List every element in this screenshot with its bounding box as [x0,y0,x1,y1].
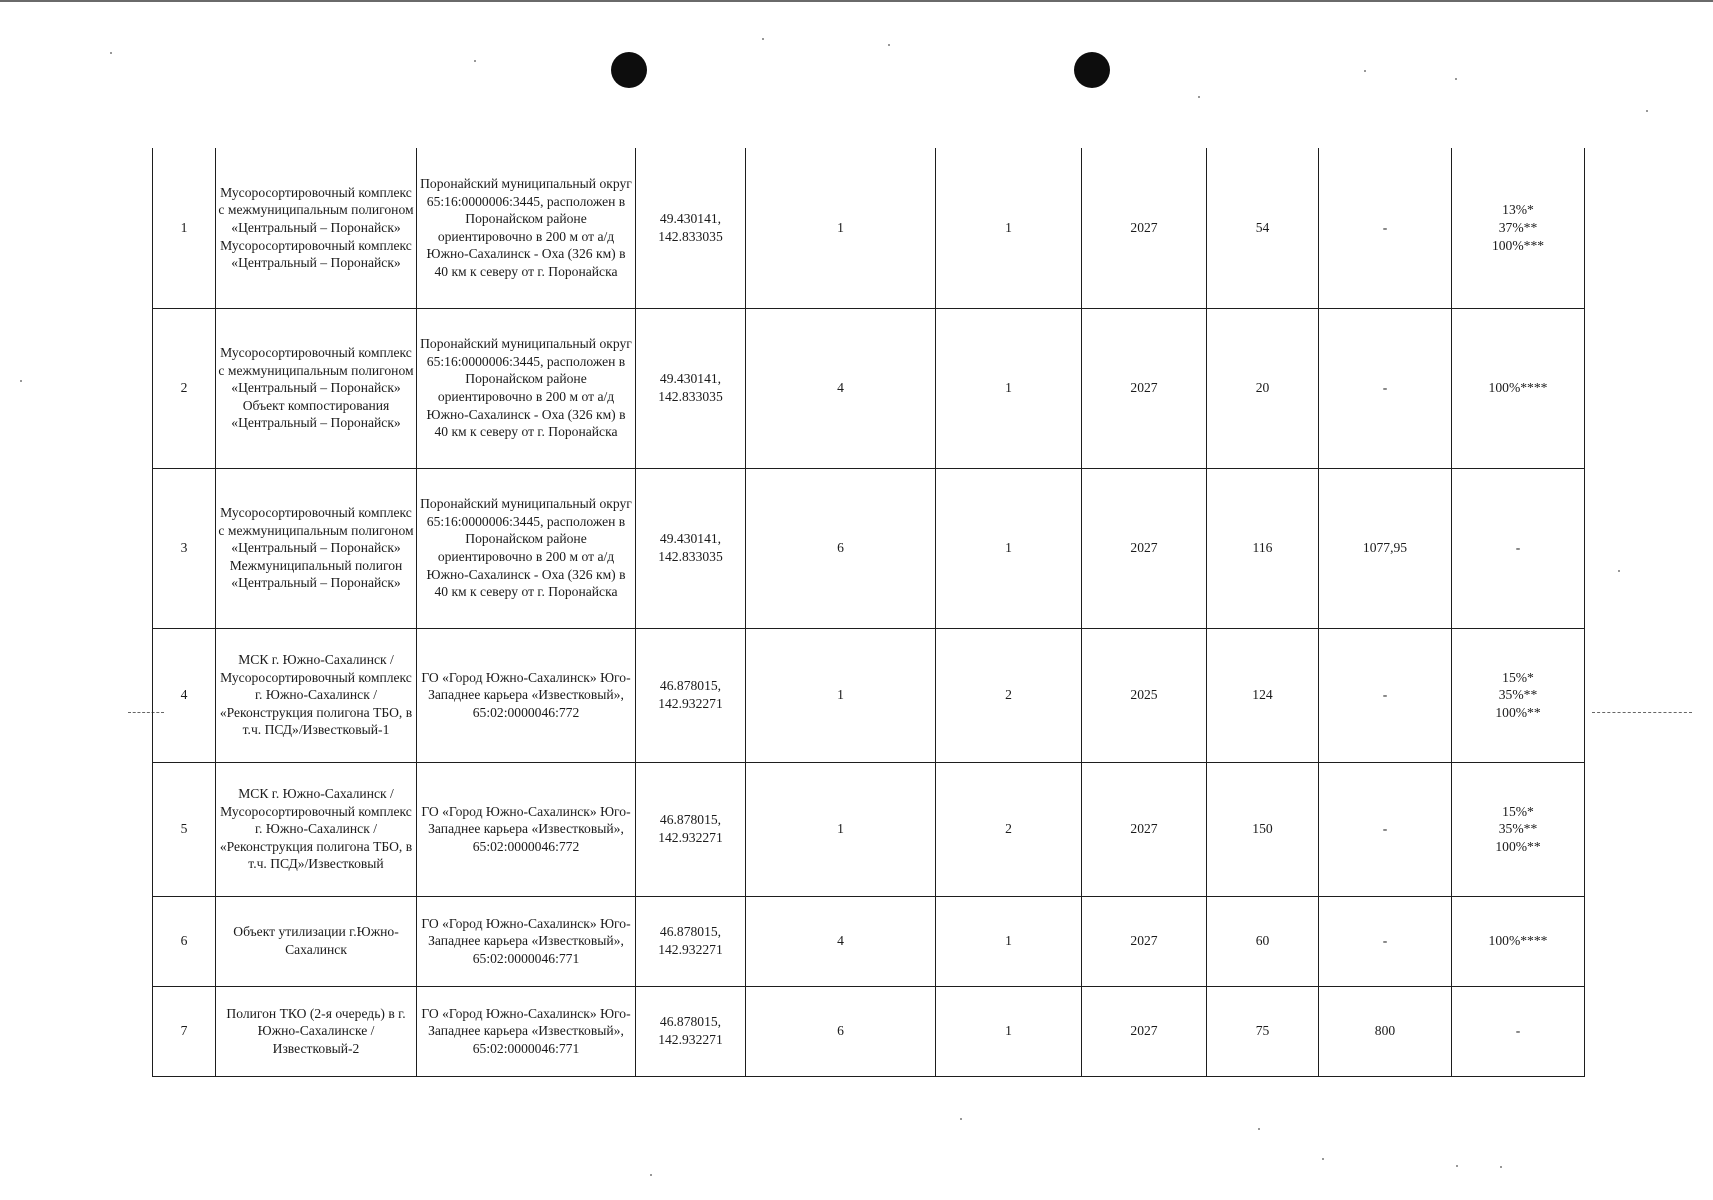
punch-hole-right [1074,52,1110,88]
percent-value: 15%* 35%** 100%** [1452,762,1585,896]
column-7-value: 60 [1207,896,1319,986]
column-7-value: 124 [1207,628,1319,762]
object-location: ГО «Город Южно-Сахалинск» Юго-Западнее карьера «Известковый», 65:02:0000046:772 [417,628,636,762]
column-4-value: 1 [746,148,936,308]
year-value: 2027 [1082,308,1207,468]
year-value: 2025 [1082,628,1207,762]
scan-speck [1646,110,1648,112]
column-8-value: - [1319,896,1452,986]
scan-speck [1364,70,1366,72]
column-5-value: 1 [936,308,1082,468]
scan-speck [1258,1128,1260,1130]
object-name: МСК г. Южно-Сахалинск / Мусоросортировочный комплекс г. Южно-Сахалинск / «Реконструкция полигона ТБО, в т.ч. ПСД»/Известковый-1 [216,628,417,762]
scan-top-rule [0,0,1713,2]
row-number: 6 [153,896,216,986]
object-coordinates: 46.878015, 142.932271 [636,986,746,1076]
column-5-value: 1 [936,986,1082,1076]
scan-speck [762,38,764,40]
column-7-value: 20 [1207,308,1319,468]
column-8-value: - [1319,308,1452,468]
column-8-value: - [1319,628,1452,762]
column-5-value: 1 [936,148,1082,308]
percent-value: 13%* 37%** 100%*** [1452,148,1585,308]
scan-speck [1198,96,1200,98]
table-row [153,762,1585,896]
object-coordinates: 49.430141, 142.833035 [636,468,746,628]
scan-speck [474,60,476,62]
year-value: 2027 [1082,896,1207,986]
column-5-value: 2 [936,628,1082,762]
object-name: Мусоросортировочный комплекс с межмуниципальным полигоном «Центральный – Поронайск» Объект компостирования «Центральный – Поронайск» [216,308,417,468]
scan-speck [1322,1158,1324,1160]
column-7-value: 54 [1207,148,1319,308]
percent-value: 15%* 35%** 100%** [1452,628,1585,762]
percent-value: - [1452,468,1585,628]
column-5-value: 1 [936,468,1082,628]
column-7-value: 150 [1207,762,1319,896]
row-number: 2 [153,308,216,468]
row-number: 1 [153,148,216,308]
column-7-value: 116 [1207,468,1319,628]
table-row [153,628,1585,762]
percent-value: - [1452,986,1585,1076]
row-number: 5 [153,762,216,896]
scan-speck [1455,78,1457,80]
object-location: ГО «Город Южно-Сахалинск» Юго-Западнее карьера «Известковый», 65:02:0000046:771 [417,986,636,1076]
object-name: Объект утилизации г.Южно-Сахалинск [216,896,417,986]
year-value: 2027 [1082,148,1207,308]
object-name: МСК г. Южно-Сахалинск / Мусоросортировочный комплекс г. Южно-Сахалинск / «Реконструкция полигона ТБО, в т.ч. ПСД»/Известковый [216,762,417,896]
punch-hole-left [611,52,647,88]
column-5-value: 2 [936,762,1082,896]
column-5-value: 1 [936,896,1082,986]
column-8-value: 1077,95 [1319,468,1452,628]
scan-speck [888,44,890,46]
scan-speck [960,1118,962,1120]
column-4-value: 6 [746,986,936,1076]
table-row [153,148,1585,308]
scan-speck [1618,570,1620,572]
column-8-value: - [1319,762,1452,896]
object-location: Поронайский муниципальный округ 65:16:0000006:3445, расположен в Поронайском районе ориентировочно в 200 м от а/д Южно-Сахалинск - Оха (326 км) в 40 км к северу от г. Поронайска [417,148,636,308]
percent-value: 100%**** [1452,308,1585,468]
scan-speck [1500,1166,1502,1168]
scan-speck [650,1174,652,1176]
object-coordinates: 49.430141, 142.833035 [636,308,746,468]
column-7-value: 75 [1207,986,1319,1076]
object-location: Поронайский муниципальный округ 65:16:0000006:3445, расположен в Поронайском районе ориентировочно в 200 м от а/д Южно-Сахалинск - Оха (326 км) в 40 км к северу от г. Поронайска [417,308,636,468]
scan-speck [110,52,112,54]
column-4-value: 4 [746,308,936,468]
scan-speck [20,380,22,382]
table-row [153,308,1585,468]
table-row [153,986,1585,1076]
object-name: Мусоросортировочный комплекс с межмуниципальным полигоном «Центральный – Поронайск» Межмуниципальный полигон «Центральный – Поронайск» [216,468,417,628]
object-coordinates: 46.878015, 142.932271 [636,628,746,762]
object-coordinates: 49.430141, 142.833035 [636,148,746,308]
facilities-table [152,148,1585,1077]
object-name: Полигон ТКО (2-я очередь) в г. Южно-Сахалинске / Известковый-2 [216,986,417,1076]
row-number: 4 [153,628,216,762]
table-row [153,468,1585,628]
object-location: Поронайский муниципальный округ 65:16:0000006:3445, расположен в Поронайском районе ориентировочно в 200 м от а/д Южно-Сахалинск - Оха (326 км) в 40 км к северу от г. Поронайска [417,468,636,628]
column-4-value: 1 [746,762,936,896]
year-value: 2027 [1082,986,1207,1076]
object-location: ГО «Город Южно-Сахалинск» Юго-Западнее карьера «Известковый», 65:02:0000046:772 [417,762,636,896]
column-4-value: 4 [746,896,936,986]
column-8-value: 800 [1319,986,1452,1076]
object-coordinates: 46.878015, 142.932271 [636,762,746,896]
year-value: 2027 [1082,762,1207,896]
column-8-value: - [1319,148,1452,308]
year-value: 2027 [1082,468,1207,628]
column-4-value: 1 [746,628,936,762]
object-location: ГО «Город Южно-Сахалинск» Юго-Западнее карьера «Известковый», 65:02:0000046:771 [417,896,636,986]
percent-value: 100%**** [1452,896,1585,986]
table-row [153,896,1585,986]
object-coordinates: 46.878015, 142.932271 [636,896,746,986]
column-4-value: 6 [746,468,936,628]
row-number: 3 [153,468,216,628]
object-name: Мусоросортировочный комплекс с межмуниципальным полигоном «Центральный – Поронайск» Мусоросортировочный комплекс «Центральный – Поронайск» [216,148,417,308]
scan-artifact-line [1592,712,1692,714]
scan-speck [1456,1165,1458,1167]
row-number: 7 [153,986,216,1076]
